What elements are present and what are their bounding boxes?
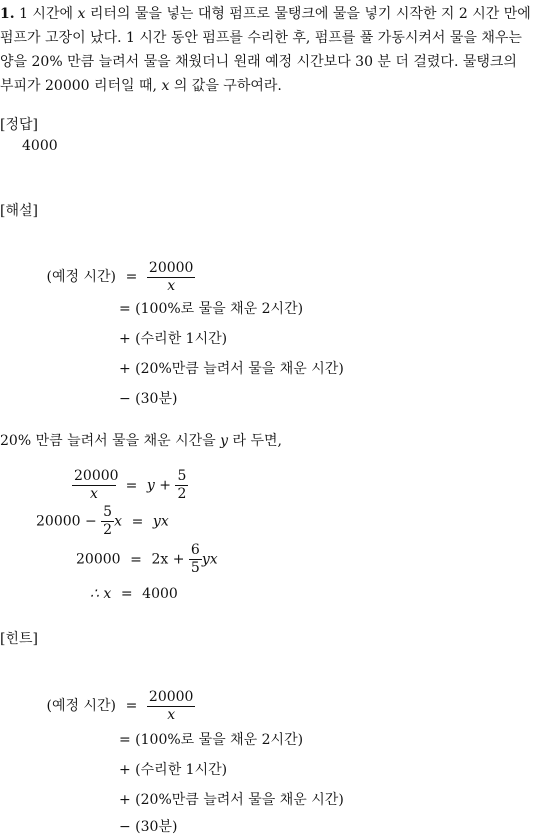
hint-line-2: = (100%로 물을 채운 2시간): [119, 732, 304, 748]
eq2-rhs: yx: [152, 513, 169, 530]
eq2-fraction: [101, 504, 114, 539]
explanation-equation-block: [36, 257, 195, 297]
eq2-lhs-a: 20000 −: [36, 513, 102, 530]
eq1-rhs-y: y: [146, 477, 155, 494]
hint-line-3: + (수리한 1시간): [119, 762, 228, 778]
explanation-label: [해설]: [0, 203, 38, 219]
equation-1: $\frac{20000}{x}$ = y + $\frac{5}{2}$: [74, 468, 187, 502]
eq4-lhs: ∴ x: [90, 586, 112, 602]
hint-equals-sign: =: [125, 698, 138, 714]
scheduled-time-label: (예정 시간): [46, 269, 116, 285]
problem-var-x: x: [77, 6, 86, 22]
eq1-num: 20000: [74, 468, 119, 484]
fraction-20000-over-x: [147, 260, 196, 295]
sentence-var-y: y: [220, 433, 229, 449]
problem-statement: [0, 2, 532, 98]
explanation-line-2: = (100%로 물을 채운 2시간): [119, 301, 304, 317]
eq1-rhs-plus: +: [154, 477, 176, 494]
equals-sign: =: [125, 269, 138, 285]
eq2-den: 2: [103, 522, 113, 538]
problem-text-b: 리터의 물을 넣는 대형 펌프로 물탱크에 물을 넣기 시작한 지 2 시간 만에 펌프가 고장이 났다. 1 시간 동안 펌프를 수리한 후, 펌프를 풀 가동시켜서 물을 채우는 양을 20% 만큼 늘려서 물을 채웠더니 원래 예정 시간보다 30 분 더 걸렸다. 물탱크의 부피가 20000 리터일 때,: [0, 6, 531, 94]
hint-fraction-20000-over-x: [147, 689, 196, 724]
hint-line-5: − (30분): [119, 819, 178, 835]
hint-equation-block: [36, 686, 195, 726]
problem-var-x-2: x: [161, 78, 170, 94]
problem-number: 1.: [0, 6, 15, 22]
eq1-rhs-den: 2: [177, 486, 187, 502]
eq2-lhs-x: x: [114, 513, 122, 530]
explanation-sentence: [0, 430, 282, 450]
explanation-line-4: + (20%만큼 늘려서 물을 채운 시간): [119, 361, 344, 377]
explanation-line-5: − (30분): [119, 391, 178, 407]
sentence-part-b: 라 두면,: [228, 433, 282, 449]
eq1-lhs-fraction: [72, 468, 119, 503]
hint-scheduled-time-label: (예정 시간): [46, 698, 116, 714]
equation-2: 20000 − $\frac{5}{2}$ x = yx: [36, 504, 169, 538]
problem-text-a: 1 시간에: [19, 6, 78, 22]
sentence-part-a: 20% 만큼 늘려서 물을 채운 시간을: [0, 433, 221, 449]
eq3-rhs-b: yx: [201, 551, 218, 568]
hint-label: [힌트]: [0, 631, 38, 647]
explanation-line-3: + (수리한 1시간): [119, 331, 228, 347]
eq3-den: 5: [190, 560, 200, 576]
eq1-rhs-fraction: [175, 468, 188, 503]
hint-fraction-numerator: 20000: [148, 688, 194, 705]
answer-value: 4000: [22, 138, 58, 154]
equation-4: ∴ x = 4000: [90, 586, 178, 602]
eq3-lhs: 20000: [76, 551, 121, 568]
problem-text-c: 의 값을 구하여라.: [169, 78, 282, 94]
eq4-rhs: 4000: [142, 586, 178, 602]
answer-label: [정답]: [0, 117, 38, 133]
hint-line-4: + (20%만큼 늘려서 물을 채운 시간): [119, 792, 344, 808]
equation-3: 20000 = 2x + $\frac{6}{5}$ yx: [76, 542, 218, 576]
eq1-rhs-num: 5: [177, 468, 187, 484]
eq3-fraction: [189, 542, 202, 577]
eq2-num: 5: [103, 504, 113, 520]
eq3-rhs-a: 2x +: [151, 551, 189, 568]
eq3-num: 6: [190, 542, 200, 558]
fraction-denominator: x: [167, 277, 176, 294]
eq1-den: x: [90, 486, 98, 502]
fraction-numerator: 20000: [148, 259, 194, 276]
hint-fraction-denominator: x: [167, 706, 176, 723]
